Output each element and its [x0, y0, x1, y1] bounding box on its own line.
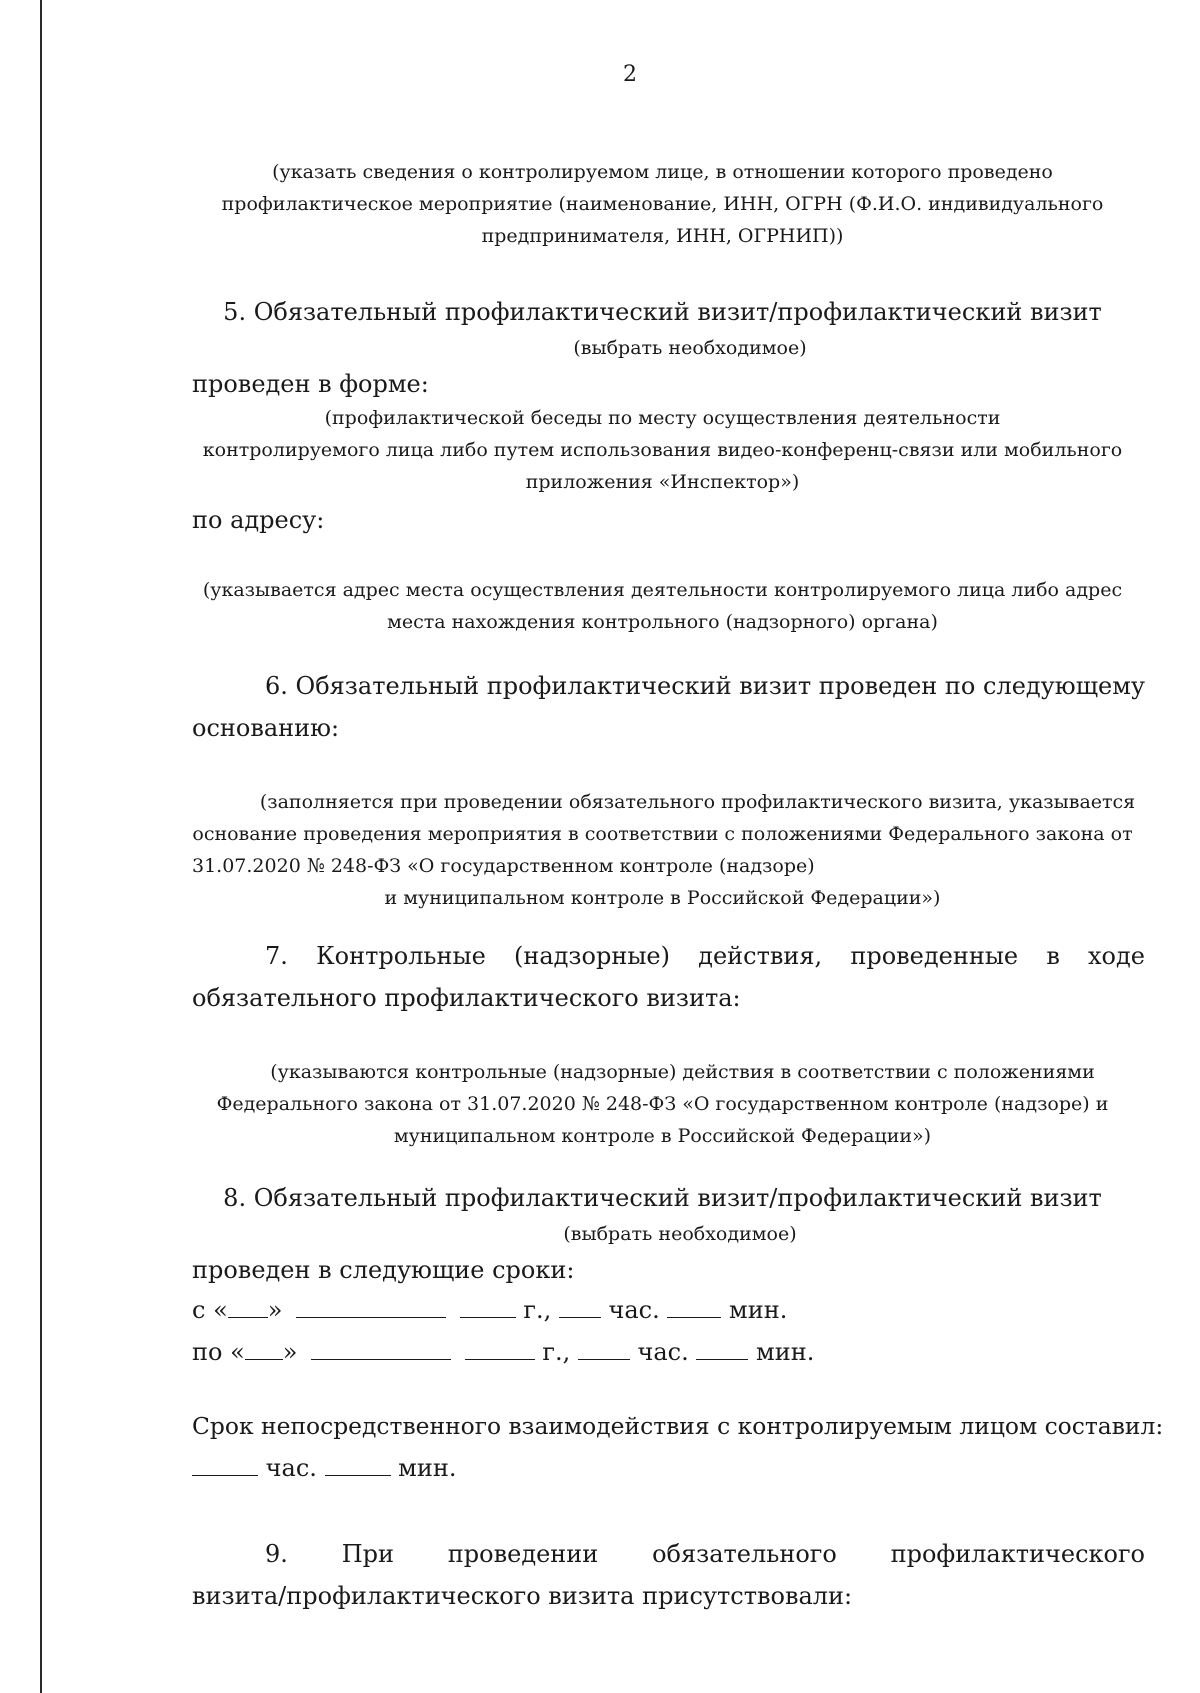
year-from-blank[interactable] — [460, 1295, 516, 1318]
note-line: (указывается адрес места осуществления деятельности контролируемого лица либо адрес — [202, 579, 1123, 601]
item9-word: проведении — [447, 1540, 599, 1568]
duration-minutes-label: мин. — [398, 1454, 457, 1482]
note-line: места нахождения контрольного (надзорного) органа) — [387, 611, 938, 633]
duration-row — [192, 1450, 456, 1486]
item5-address-note — [180, 574, 1145, 638]
note-line: приложения «Инспектор») — [525, 471, 800, 493]
page-number: 2 — [623, 62, 637, 87]
item7-word: ходе — [1088, 942, 1145, 970]
scan-edge-line — [40, 0, 42, 1693]
note-line: (указываются контрольные (надзорные) действия в соответствии с положениями — [270, 1061, 1095, 1083]
year-to-label: г., — [542, 1338, 571, 1366]
year-from-label: г., — [523, 1296, 552, 1324]
note-controlled-person — [180, 156, 1145, 252]
minutes-to-blank[interactable] — [696, 1337, 748, 1360]
hours-to-label: час. — [637, 1338, 689, 1366]
item7-word: (надзорные) — [513, 942, 670, 970]
day-to-blank[interactable] — [245, 1337, 283, 1360]
minutes-from-blank[interactable] — [667, 1295, 721, 1318]
item5-form-label: проведен в форме: — [192, 370, 429, 398]
item7-line2: обязательного профилактического визита: — [192, 984, 741, 1012]
item7-word: в — [1046, 942, 1060, 970]
duration-line: Срок непосредственного взаимодействия с контролируемым лицом составил: — [192, 1412, 1164, 1440]
note-line: (указать сведения о контролируемом лице, в отношении которого проведено — [272, 161, 1053, 183]
minutes-to-label: мин. — [756, 1338, 815, 1366]
item9-word: При — [341, 1540, 394, 1568]
item9-line1 — [265, 1536, 1145, 1572]
note-line: муниципальном контроле в Российской Федерации») — [393, 1125, 932, 1147]
month-to-blank[interactable] — [311, 1337, 451, 1360]
duration-hours-blank[interactable] — [192, 1453, 258, 1476]
note-line: профилактическое мероприятие (наименование, ИНН, ОГРН (Ф.И.О. индивидуального — [221, 193, 1104, 215]
item5-heading: 5. Обязательный профилактический визит/профилактический визит — [223, 298, 1102, 326]
duration-hours-label: час. — [265, 1454, 317, 1482]
date-to-row — [192, 1334, 814, 1370]
item9-word: обязательного — [652, 1540, 837, 1568]
item5-form-note — [180, 402, 1145, 498]
item7-word: проведенные — [850, 942, 1019, 970]
item8-choose-note: (выбрать необходимое) — [563, 1223, 797, 1245]
note-line: контролируемого лица либо путем использования видео-конференц-связи или мобильного — [202, 439, 1123, 461]
note-line: предпринимателя, ИНН, ОГРНИП)) — [481, 225, 844, 247]
item7-word: действия, — [698, 942, 823, 970]
item5-address-label: по адресу: — [192, 506, 325, 534]
date-from-row — [192, 1292, 787, 1328]
item8-dates-label: проведен в следующие сроки: — [192, 1256, 575, 1284]
hours-from-label: час. — [608, 1296, 660, 1324]
month-from-blank[interactable] — [296, 1295, 446, 1318]
item6-note — [180, 786, 1145, 914]
item6-line1: 6. Обязательный профилактический визит проведен по следующему — [265, 672, 1145, 700]
item9-word: 9. — [265, 1540, 288, 1568]
item6-line2: основанию: — [192, 714, 340, 742]
note-line: (профилактической беседы по месту осуществления деятельности — [324, 407, 1001, 429]
item9-word: профилактического — [890, 1540, 1145, 1568]
hours-to-blank[interactable] — [578, 1337, 630, 1360]
date-from-close: » — [267, 1296, 283, 1324]
duration-minutes-blank[interactable] — [325, 1453, 391, 1476]
item7-word: 7. — [265, 942, 288, 970]
note-line: и муниципальном контроле в Российской Федерации») — [384, 887, 941, 909]
item7-line1 — [265, 938, 1145, 974]
year-to-blank[interactable] — [465, 1337, 535, 1360]
note-line: основание проведения мероприятия в соответствии с положениями Федерального закона от — [192, 823, 1133, 845]
minutes-from-label: мин. — [729, 1296, 788, 1324]
note-line: (заполняется при проведении обязательного профилактического визита, указывается — [259, 791, 1136, 813]
note-line: 31.07.2020 № 248-ФЗ «О государственном контроле (надзоре) — [192, 855, 815, 877]
item8-heading: 8. Обязательный профилактический визит/профилактический визит — [223, 1184, 1102, 1212]
hours-from-blank[interactable] — [559, 1295, 601, 1318]
item7-word: Контрольные — [316, 942, 486, 970]
item7-note — [180, 1056, 1145, 1152]
date-to-prefix: по « — [192, 1338, 245, 1366]
item5-choose-note: (выбрать необходимое) — [573, 337, 807, 359]
date-from-prefix: с « — [192, 1296, 228, 1324]
day-from-blank[interactable] — [228, 1295, 268, 1318]
date-to-close: » — [282, 1338, 298, 1366]
note-line: Федерального закона от 31.07.2020 № 248-ФЗ «О государственном контроле (надзоре) и — [216, 1093, 1109, 1115]
item9-line2: визита/профилактического визита присутствовали: — [192, 1582, 853, 1610]
